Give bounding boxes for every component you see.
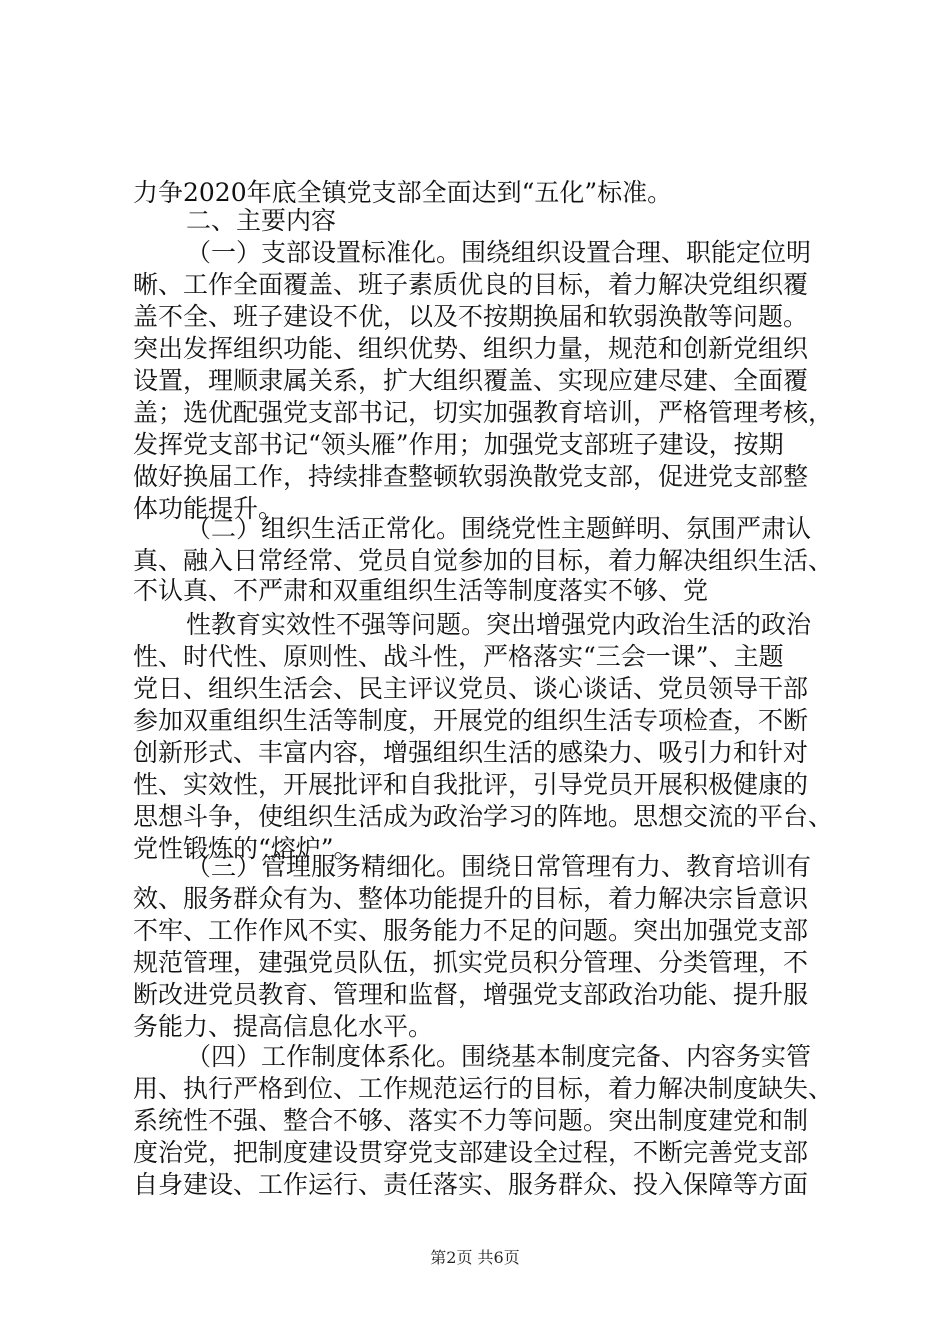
text-line: 思想斗争，使组织生活成为政治学习的阵地。思想交流的平台、 (133, 802, 834, 831)
text-line: （四）工作制度体系化。围绕基本制度完备、内容务实管 (186, 1042, 812, 1071)
text-line: 创新形式、丰富内容，增强组织生活的感染力、吸引力和针对 (133, 738, 809, 767)
text-line: （二）组织生活正常化。围绕党性主题鲜明、氛围严肃认 (186, 514, 812, 543)
text-line: 性、实效性，开展批评和自我批评，引导党员开展积极健康的 (133, 770, 809, 799)
text-line: 参加双重组织生活等制度，开展党的组织生活专项检查，不断 (133, 706, 809, 735)
text-line: 盖不全、班子建设不优，以及不按期换届和软弱涣散等问题。 (133, 302, 809, 331)
text-line: 规范管理，建强党员队伍，抓实党员积分管理、分类管理，不 (133, 948, 809, 977)
text-line: 效、服务群众有为、整体功能提升的目标，着力解决宗旨意识 (133, 884, 809, 913)
text-line: 系统性不强、整合不够、落实不力等问题。突出制度建党和制 (133, 1106, 809, 1135)
text-line: （三）管理服务精细化。围绕日常管理有力、教育培训有 (186, 852, 812, 881)
text-line: 做好换届工作，持续排查整顿软弱涣散党支部，促进党支部整 (133, 462, 809, 491)
text-line: 务能力、提高信息化水平。 (133, 1012, 434, 1041)
text-line: 不牢、工作作风不实、服务能力不足的问题。突出加强党支部 (133, 916, 809, 945)
text-line: 晰、工作全面覆盖、班子素质优良的目标，着力解决党组织覆 (133, 270, 809, 299)
text-line: 性、时代性、原则性、战斗性，严格落实“三会一课”、主题 (133, 642, 784, 671)
text-line: 设置，理顺隶属关系，扩大组织覆盖、实现应建尽建、全面覆 (133, 366, 809, 395)
text-line: 不认真、不严肃和双重组织生活等制度落实不够、党 (133, 576, 709, 605)
text-line: 性教育实效性不强等问题。突出增强党内政治生活的政治 (186, 610, 812, 639)
text-line: 用、执行严格到位、工作规范运行的目标，着力解决制度缺失、 (133, 1074, 834, 1103)
text-line: 盖；选优配强党支部书记，切实加强教育培训，严格管理考核， (133, 398, 834, 427)
text-line: 力争2020年底全镇党支部全面达到“五化”标准。 (133, 178, 673, 207)
text-line: 自身建设、工作运行、责任落实、服务群众、投入保障等方面 (133, 1170, 809, 1199)
text-line: 真、融入日常经常、党员自觉参加的目标，着力解决组织生活、 (133, 546, 834, 575)
text-line: （一）支部设置标准化。围绕组织设置合理、职能定位明 (186, 238, 812, 267)
text-line: 党性锻炼的“熔炉”。 (133, 834, 359, 863)
text-line: 断改进党员教育、管理和监督，增强党支部政治功能、提升服 (133, 980, 809, 1009)
text-line: 党日、组织生活会、民主评议党员、谈心谈话、党员领导干部 (133, 674, 809, 703)
text-line: 发挥党支部书记“领头雁”作用；加强党支部班子建设，按期 (133, 430, 784, 459)
text-line: 突出发挥组织功能、组织优势、组织力量，规范和创新党组织 (133, 334, 809, 363)
page-footer: 第2页 共6页 (430, 1248, 520, 1267)
text-line: 二、主要内容 (186, 206, 337, 235)
text-line: 体功能提升。 (133, 494, 284, 523)
text-line: 度治党，把制度建设贯穿党支部建设全过程，不断完善党支部 (133, 1138, 809, 1167)
